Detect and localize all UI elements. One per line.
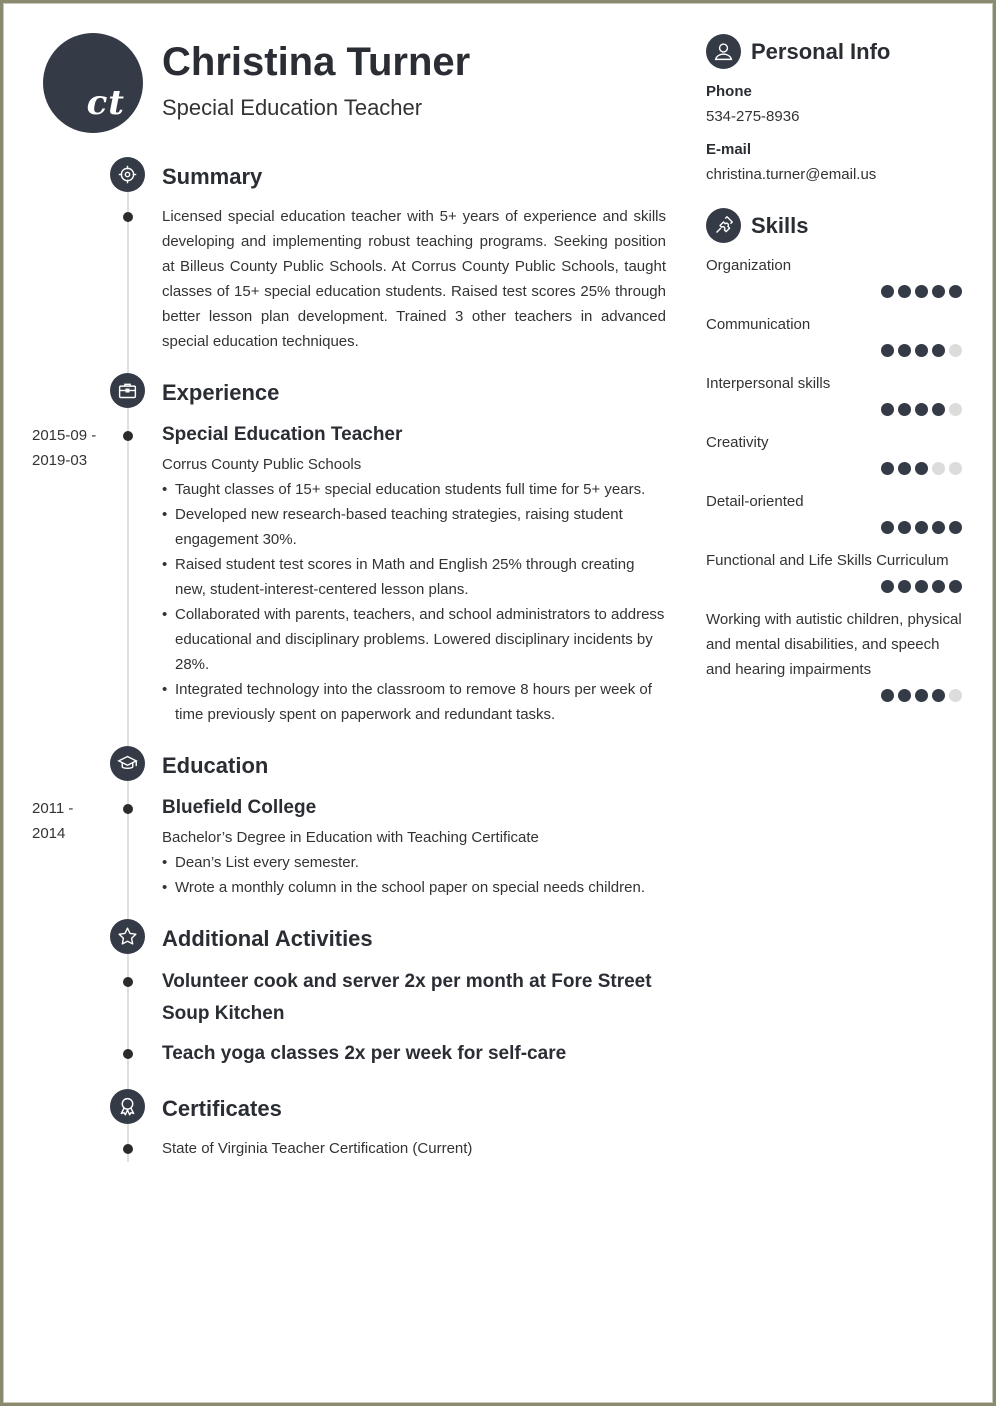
list-item: • Integrated technology into the classroom to remove 8 hours per week of time previously spent on paperwork and redundant tasks. [162,677,666,727]
activity-item: Teach yoga classes 2x per week for self-care [162,1043,567,1064]
target-icon [110,157,145,192]
skill-name: Communication [706,316,811,333]
rating-dot-filled [898,462,911,475]
rating-dot-filled [932,521,945,534]
education-degree: Bachelor’s Degree in Education with Teaching Certificate [162,829,539,846]
rating-dot-filled [898,403,911,416]
skill-rating [881,521,962,534]
skill-name: Functional and Life Skills Curriculum [706,552,949,569]
skill-rating [881,462,962,475]
rating-dot-filled [915,344,928,357]
education-school: Bluefield College [162,797,317,818]
rating-dot-empty [949,403,962,416]
rating-dot-filled [915,521,928,534]
skill-rating [881,285,962,298]
resume-page [3,3,993,1403]
rating-dot-empty [949,462,962,475]
job-title: Special Education Teacher [162,95,423,120]
list-item: • Raised student test scores in Math and English 25% through creating new, student-interest-centered lesson plans. [162,552,666,602]
education-date [32,796,73,846]
skill-name: Detail-oriented [706,493,804,510]
skill-rating [881,403,962,416]
timeline-dot [123,212,133,222]
briefcase-icon [110,373,145,408]
rating-dot-filled [898,521,911,534]
rating-dot-empty [949,344,962,357]
rating-dot-filled [932,689,945,702]
rating-dot-filled [898,580,911,593]
timeline-dot [123,804,133,814]
graduation-cap-icon [110,746,145,781]
user-icon [706,34,741,69]
rating-dot-filled [898,689,911,702]
rating-dot-filled [881,285,894,298]
experience-bullets [162,477,666,727]
rating-dot-filled [932,285,945,298]
timeline-dot [123,1144,133,1154]
section-title-education: Education [162,753,269,778]
skill-rating [881,689,962,702]
list-item: • Dean’s List every semester. [162,850,666,875]
award-ribbon-icon [110,1089,145,1124]
rating-dot-filled [932,344,945,357]
rating-dot-filled [915,689,928,702]
skill-name: Working with autistic children, physical and mental disabilities, and speech and hearing impairments [706,611,962,678]
date-end: 2014 [32,825,66,842]
rating-dot-filled [881,344,894,357]
rating-dot-filled [881,580,894,593]
rating-dot-filled [915,462,928,475]
skill-rating [881,344,962,357]
monogram-text: ct [86,83,125,123]
date-start: 2015-09 - [32,427,97,444]
rating-dot-filled [881,689,894,702]
rating-dot-filled [949,285,962,298]
rating-dot-filled [949,580,962,593]
experience-org: Corrus County Public Schools [162,456,362,473]
timeline-dot [123,431,133,441]
section-title-personal-info: Personal Info [751,39,891,64]
list-item: • Wrote a monthly column in the school paper on special needs children. [162,875,666,900]
education-bullets [162,850,666,900]
rating-dot-filled [915,580,928,593]
candidate-name: Christina Turner [162,40,471,84]
rating-dot-empty [949,689,962,702]
section-title-skills: Skills [751,213,809,238]
rating-dot-filled [949,521,962,534]
rating-dot-filled [881,462,894,475]
rating-dot-filled [932,403,945,416]
rating-dot-filled [932,580,945,593]
skill-name: Organization [706,257,792,274]
skill-name: Creativity [706,434,769,451]
experience-date [32,423,96,473]
skill-name: Interpersonal skills [706,375,831,392]
timeline-dot [123,977,133,987]
timeline-line [127,192,129,1162]
date-end: 2019-03 [32,452,88,469]
rating-dot-filled [915,403,928,416]
rating-dot-filled [881,403,894,416]
list-item: • Developed new research-based teaching strategies, raising student engagement 30%. [162,502,666,552]
section-title-summary: Summary [162,164,263,189]
star-icon [110,919,145,954]
section-title-activities: Additional Activities [162,926,373,951]
rating-dot-empty [932,462,945,475]
experience-role: Special Education Teacher [162,424,403,445]
list-item: • Taught classes of 15+ special education students full time for 5+ years. [162,477,666,502]
activity-item: Volunteer cook and server 2x per month at Fore Street Soup Kitchen [162,971,652,1024]
section-title-experience: Experience [162,380,280,405]
list-item: • Collaborated with parents, teachers, and school administrators to address educational and disciplinary problems. Lowered disciplinary incidents by 28%. [162,602,666,677]
puzzle-icon [706,208,741,243]
date-start: 2011 - [32,800,74,817]
certificate-item: State of Virginia Teacher Certification (Current) [162,1140,473,1157]
rating-dot-filled [915,285,928,298]
email-label: E-mail [706,141,752,158]
rating-dot-filled [898,285,911,298]
rating-dot-filled [881,521,894,534]
phone-label: Phone [706,83,752,100]
email-value: christina.turner@email.us [706,166,877,183]
section-title-certificates: Certificates [162,1096,282,1121]
skill-rating [881,580,962,593]
monogram-avatar [43,33,143,133]
phone-value: 534-275-8936 [706,108,800,125]
timeline-dot [123,1049,133,1059]
rating-dot-filled [898,344,911,357]
summary-text: Licensed special education teacher with 5+ years of experience and skills developing and implementing robust teaching programs. Seeking position at Billeus County Public Schools. At Corrus County Public Schools, taught classes of 15+ special education students. Raised test scores 25% through better lesson plan development. Trained 3 other teachers in advanced special education techniques. [162,208,666,350]
